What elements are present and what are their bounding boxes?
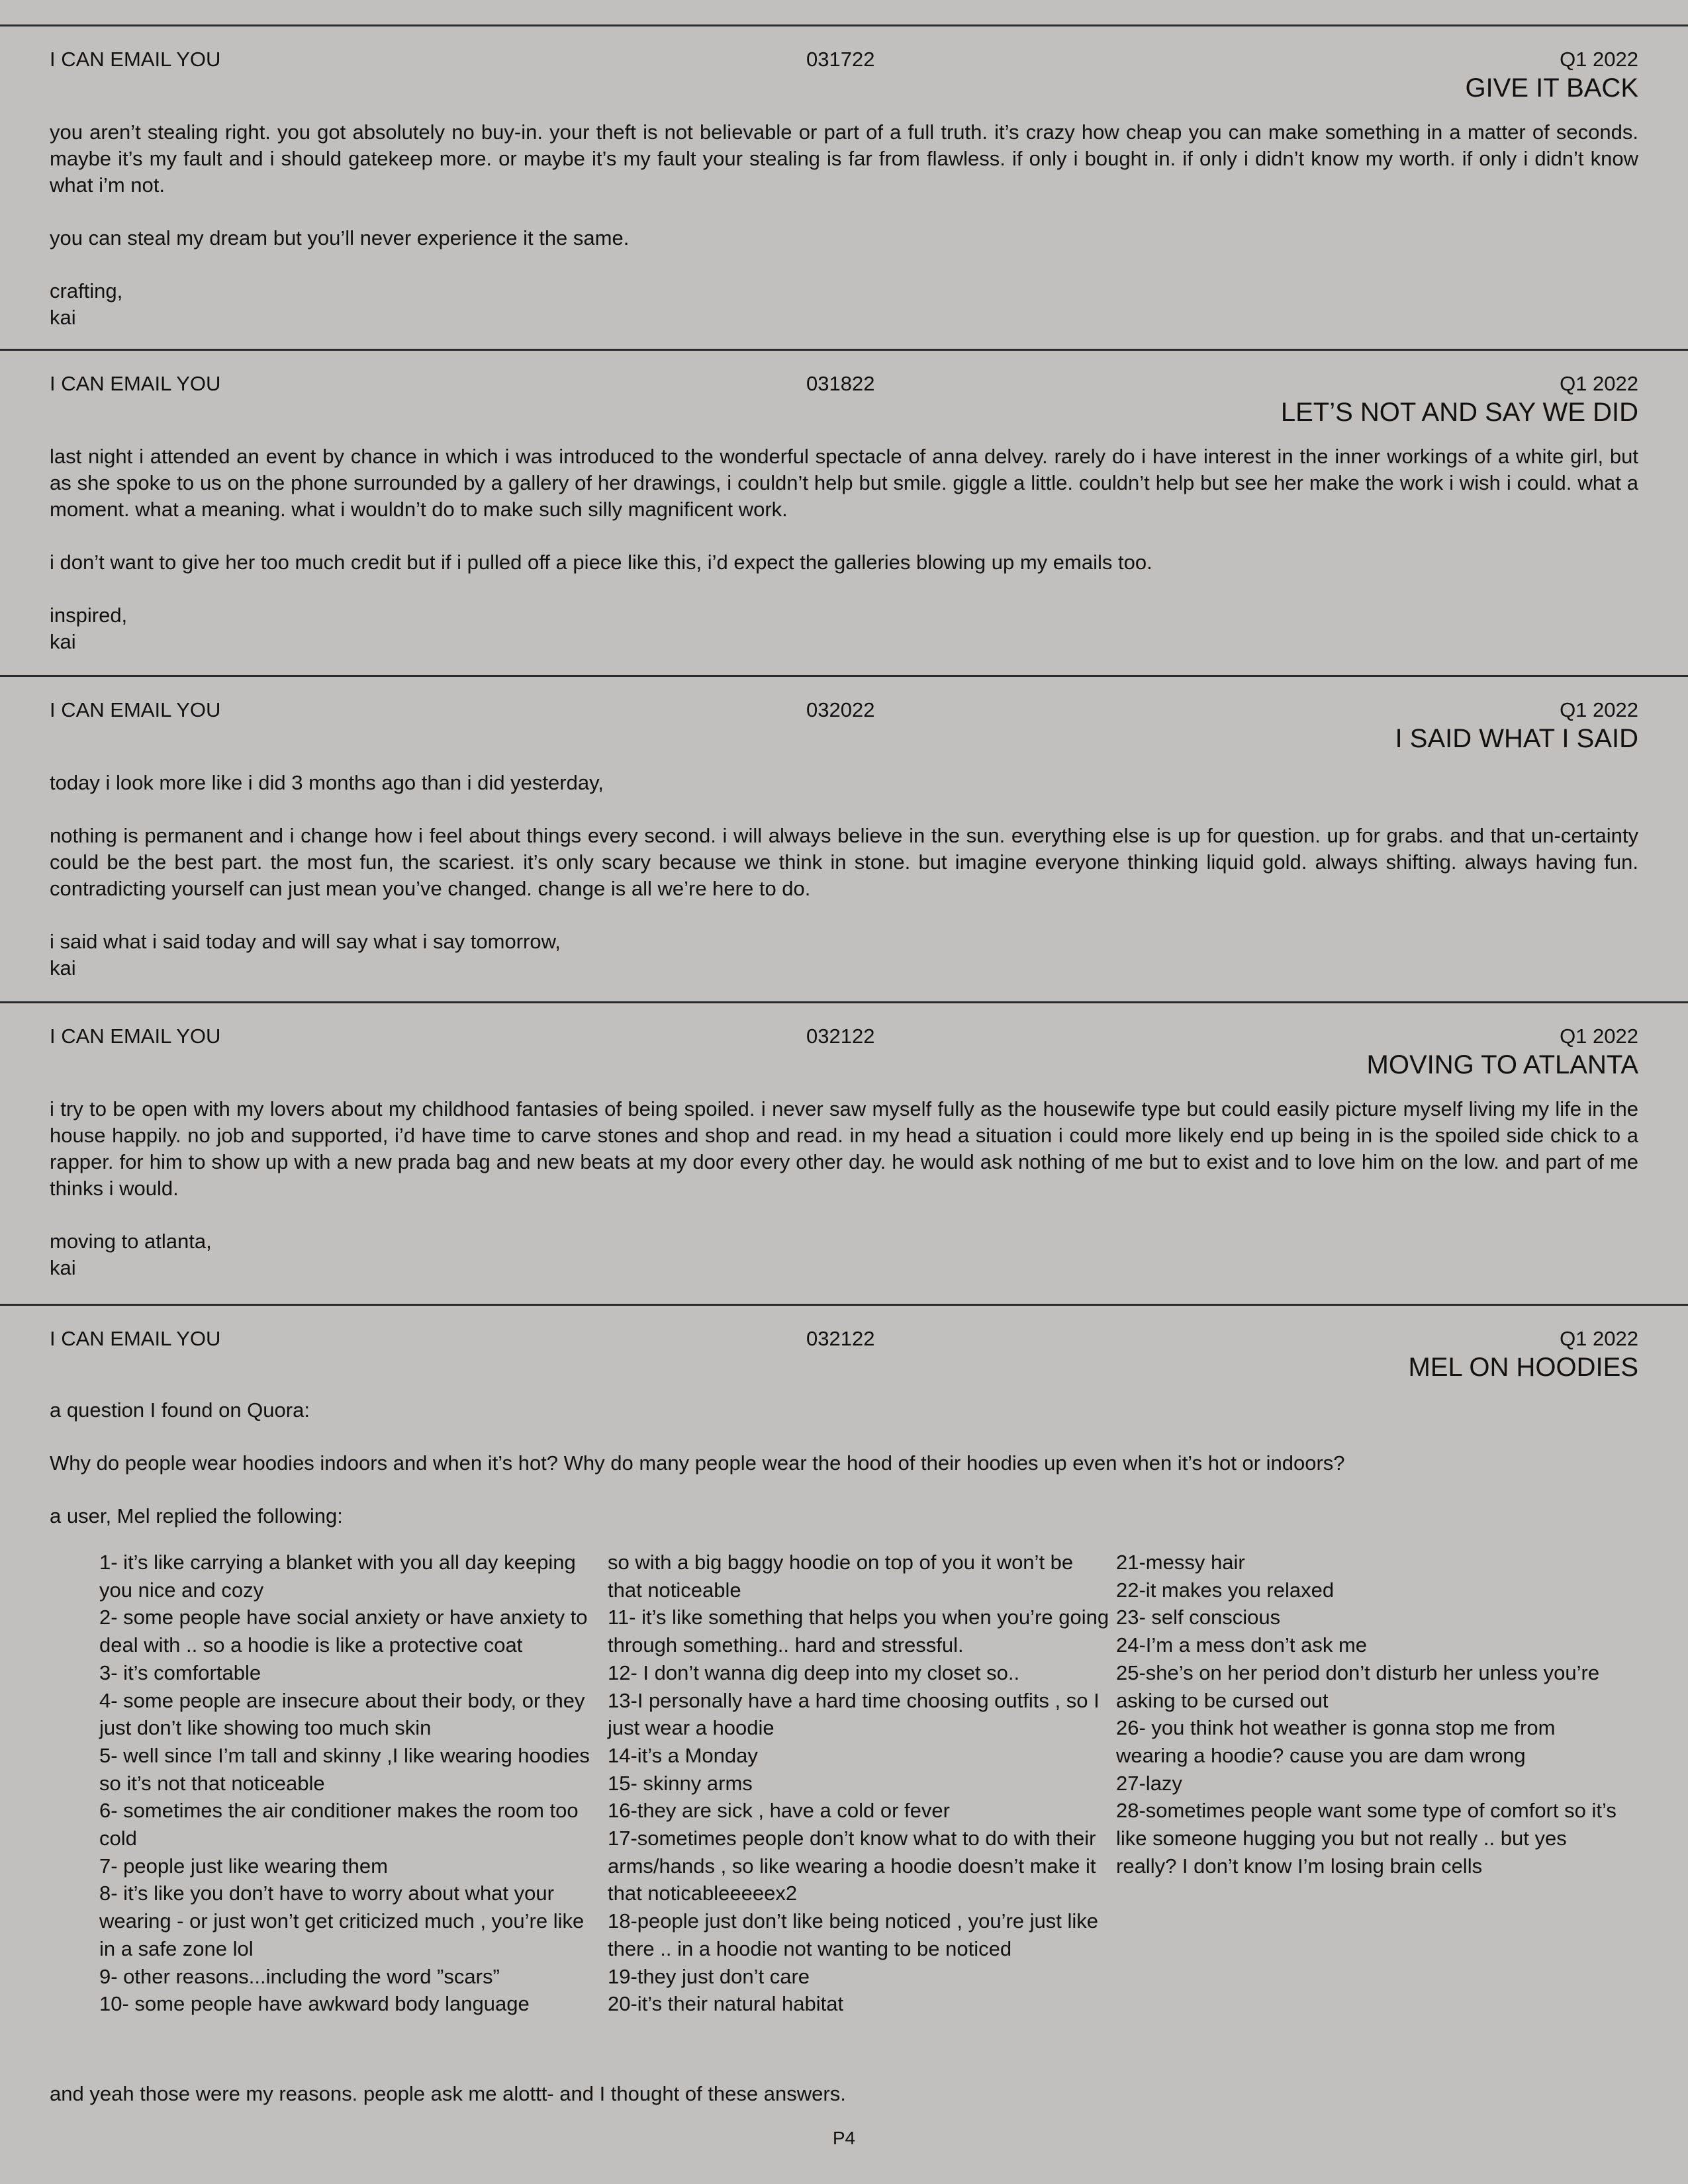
publication-label: I CAN EMAIL YOU: [50, 48, 221, 71]
publication-label: I CAN EMAIL YOU: [50, 698, 221, 721]
entry-body: [50, 770, 1638, 981]
entry-title: MEL ON HOODIES: [1408, 1353, 1638, 1382]
entry-title: GIVE IT BACK: [1465, 73, 1638, 103]
entry-i-said-what-i-said: [0, 675, 1688, 1001]
entry-body: [50, 1096, 1638, 1281]
signature: kai: [50, 306, 76, 329]
paragraph: you aren’t stealing right. you got absolutely no buy-in. your theft is not believable or part of a full truth. it’s crazy how cheap you can make something in a matter of seconds. maybe it’s my fault and i should gatekeep more. or maybe it’s my fault your stealing is far from flawless. if only i bought in. if only i didn’t know my worth. if only i didn’t know what i’m not.: [50, 120, 1638, 197]
entry-quarter: Q1 2022: [1560, 48, 1638, 71]
list-column-text: 21-messy hair 22-it makes you relaxed 23- self conscious 24-I’m a mess don’t ask me 25-she’s on her period don’t disturb her unless you’re asking to be cursed out 26- you think hot weather is gonna stop me from wearing a hoodie? cause you are dam wrong 27-lazy 28-sometimes people want some type of comfort so it’s like someone hugging you but not really .. but yes really? I don’t know I’m losing brain cells: [1116, 1551, 1617, 1878]
intro-text: a question I found on Quora:: [50, 1398, 310, 1422]
list-column-text: so with a big baggy hoodie on top of you it won’t be that noticeable 11- it’s like something that helps you when you’re going through something.. hard and stressful. 12- I don’t wanna dig deep into my closet so.. 13-I personally have a hard time choosing outfits , so I just wear a hoodie 14-it’s a Monday 15- skinny arms 16-they are sick , have a cold or fever 17-sometimes people don’t know what to do with their arms/hands , so like wearing a hoodie doesn’t make it that noticableeeeex2 18-people just don’t like being noticed , you’re just like there .. in a hoodie not wanting to be noticed 19-they just don’t care 20-it’s their natural habitat: [608, 1551, 1109, 2016]
closing: i said what i said today and will say what i say tomorrow,: [50, 930, 561, 953]
closing: moving to atlanta,: [50, 1230, 212, 1253]
signature: kai: [50, 956, 76, 979]
entry-body: [50, 119, 1638, 331]
reply-intro: a user, Mel replied the following:: [50, 1504, 343, 1527]
closing: crafting,: [50, 279, 123, 302]
publication-label: I CAN EMAIL YOU: [50, 1024, 221, 1048]
entry-quarter: Q1 2022: [1560, 1024, 1638, 1048]
paragraph: you can steal my dream but you’ll never experience it the same.: [50, 226, 630, 250]
page-number: P4: [832, 2128, 856, 2148]
entry-header: [50, 371, 1638, 397]
paragraph: i don’t want to give her too much credit but if i pulled off a piece like this, i’d expect the galleries blowing up my emails too.: [50, 551, 1152, 574]
entry-header: [50, 697, 1638, 723]
paragraph: last night i attended an event by chance in which i was introduced to the wonderful spectacle of anna delvey. rarely do i have interest in the inner workings of a white girl, but as she spoke to us on the phone surrounded by a gallery of her drawings, i couldn’t help but smile. giggle a little. couldn’t help but see her make the work i wish i could. what a moment. what a meaning. what i wouldn’t do to make such silly magnificent work.: [50, 445, 1638, 521]
closing: inspired,: [50, 604, 128, 627]
entry-quarter: Q1 2022: [1560, 372, 1638, 395]
paragraph: nothing is permanent and i change how i feel about things every second. i will always believe in the sun. everything else is up for question. up for grabs. and that un-certainty could be the best part. the most fun, the scariest. it’s only scary because we think in stone. but imagine everyone thinking liquid gold. always shifting. always having fun. contradicting yourself can just mean you’ve changed. change is all we’re here to do.: [50, 824, 1638, 900]
entry-header: [50, 1023, 1638, 1050]
paragraph: i try to be open with my lovers about my childhood fantasies of being spoiled. i never saw myself fully as the housewife type but could easily picture myself living my life in the house happily. no job and supported, i’d have time to carve stones and shop and read. in my head a situation i could more likely end up being in is the spoiled side chick to a rapper. for him to show up with a new prada bag and new beats at my door every other day. he would ask nothing of me but to exist and to love him on the low. and part of me thinks i would.: [50, 1097, 1638, 1200]
signature: kai: [50, 630, 76, 653]
signature: kai: [50, 1256, 76, 1279]
entry-give-it-back: [0, 24, 1688, 349]
entry-date: 032022: [806, 698, 875, 721]
entry-quarter: Q1 2022: [1560, 698, 1638, 721]
publication-label: I CAN EMAIL YOU: [50, 372, 221, 395]
entry-date: 032122: [806, 1024, 875, 1048]
entry-header: [50, 46, 1638, 73]
outro-text: and yeah those were my reasons. people ask me alottt- and I thought of these answers.: [50, 2082, 846, 2105]
list-column-3: [1116, 1549, 1619, 1880]
entry-header: [50, 1326, 1638, 1352]
entry-title: LET’S NOT AND SAY WE DID: [1280, 398, 1638, 427]
entry-title: MOVING TO ATLANTA: [1366, 1050, 1638, 1079]
entry-quarter: Q1 2022: [1560, 1327, 1638, 1350]
entry-lets-not-and-say-we-did: [0, 349, 1688, 675]
list-column-text: 1- it’s like carrying a blanket with you all day keeping you nice and cozy 2- some people have social anxiety or have anxiety to deal with .. so a hoodie is like a protective coat 3- it’s comfortable 4- some people are insecure about their body, or they just don’t like showing too much skin 5- well since I’m tall and skinny ,I like wearing hoodies so it’s not that noticeable 6- sometimes the air conditioner makes the room too cold 7- people just like wearing them 8- it’s like you don’t have to worry about what your wearing - or just won’t get criticized much , you’re like in a safe zone lol 9- other reasons...including the word ”scars” 10- some people have awkward body language: [99, 1551, 590, 2016]
quora-question: Why do people wear hoodies indoors and when it’s hot? Why do many people wear the hood of their hoodies up even when it’s hot or indoors?: [50, 1451, 1345, 1475]
publication-label: I CAN EMAIL YOU: [50, 1327, 221, 1350]
paragraph: today i look more like i did 3 months ago than i did yesterday,: [50, 771, 604, 794]
entry-moving-to-atlanta: [0, 1001, 1688, 1304]
entry-date: 031822: [806, 372, 875, 395]
entry-body: [50, 443, 1638, 655]
list-column-1: [99, 1549, 602, 2018]
hoodie-reasons-list: [99, 1549, 1628, 2052]
entry-title: I SAID WHAT I SAID: [1395, 724, 1638, 753]
entry-date: 032122: [806, 1327, 875, 1350]
entry-date: 031722: [806, 48, 875, 71]
list-column-2: [608, 1549, 1111, 2018]
